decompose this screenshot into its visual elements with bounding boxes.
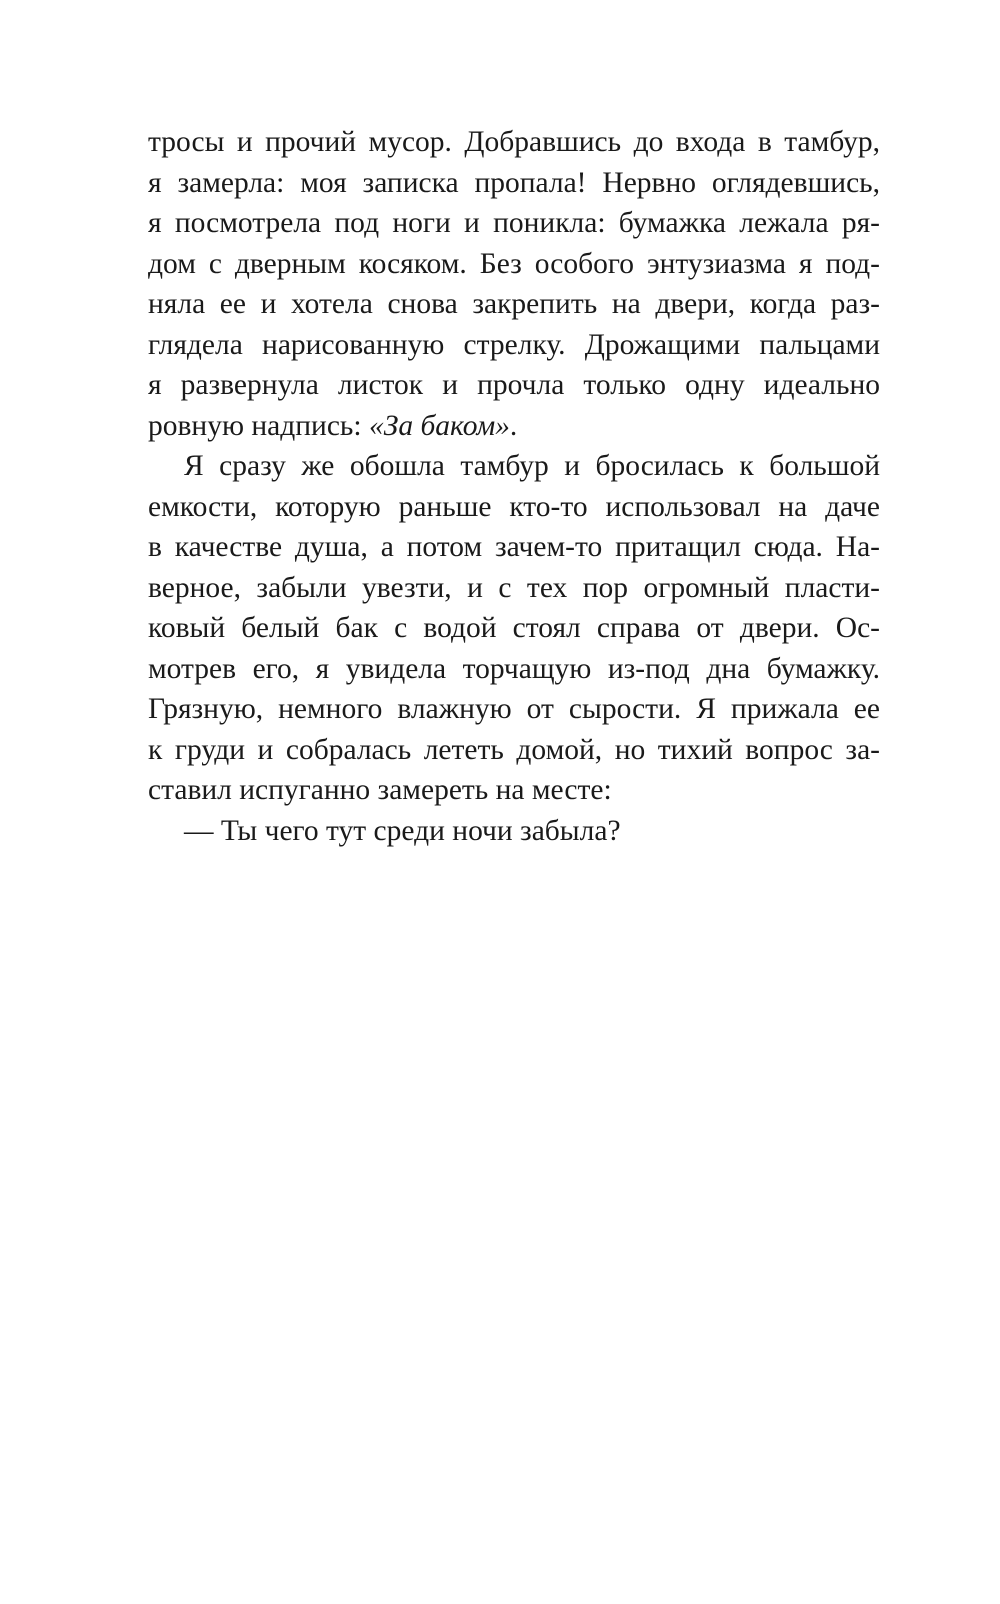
italic-quote: «За баком» [368,409,510,442]
text-line: глядела нарисованную стрелку. Дрожащими пальцами [148,328,880,361]
text-line: мотрев его, я увидела торчащую из-под дна бумажку. [148,652,880,685]
text-line: дом с дверным косяком. Без особого энтузиазма я под- [148,247,880,280]
text-run: . [509,409,518,442]
text-line: к груди и собралась лететь домой, но тихий вопрос за- [148,733,880,766]
text-line: тросы и прочий мусор. Добравшись до входа в тамбур, [148,126,880,158]
text-run: ровную надпись: [148,409,369,442]
text-line: в качестве душа, а потом зачем-то притащил сюда. На- [148,531,880,563]
dialogue-line: — Ты чего тут среди ночи забыла? [184,814,621,847]
text-line [148,406,880,447]
text-line: Я сразу же обошла тамбур и бросилась к большой [184,450,880,482]
text-line: няла ее и хотела снова закрепить на двери, когда раз- [148,288,880,320]
text-line: ковый белый бак с водой стоял справа от двери. Ос- [148,612,880,644]
paragraph-2 [148,446,880,811]
text-line: я посмотрела под ноги и поникла: бумажка лежала ря- [148,207,880,239]
text-line: я развернула листок и прочла только одну идеально [148,369,880,401]
text-line: ставил испуганно замереть на месте: [148,774,612,806]
body-text [148,122,880,851]
text-line: я замерла: моя записка пропала! Нервно оглядевшись, [148,166,880,199]
text-line: Грязную, немного влажную от сырости. Я прижала ее [148,693,880,725]
paragraph-1 [148,122,880,446]
text-line: емкости, которую раньше кто-то использовал на даче [148,490,880,523]
text-line: верное, забыли увезти, и с тех пор огромный пласти- [148,571,880,604]
paragraph-3 [148,811,880,852]
